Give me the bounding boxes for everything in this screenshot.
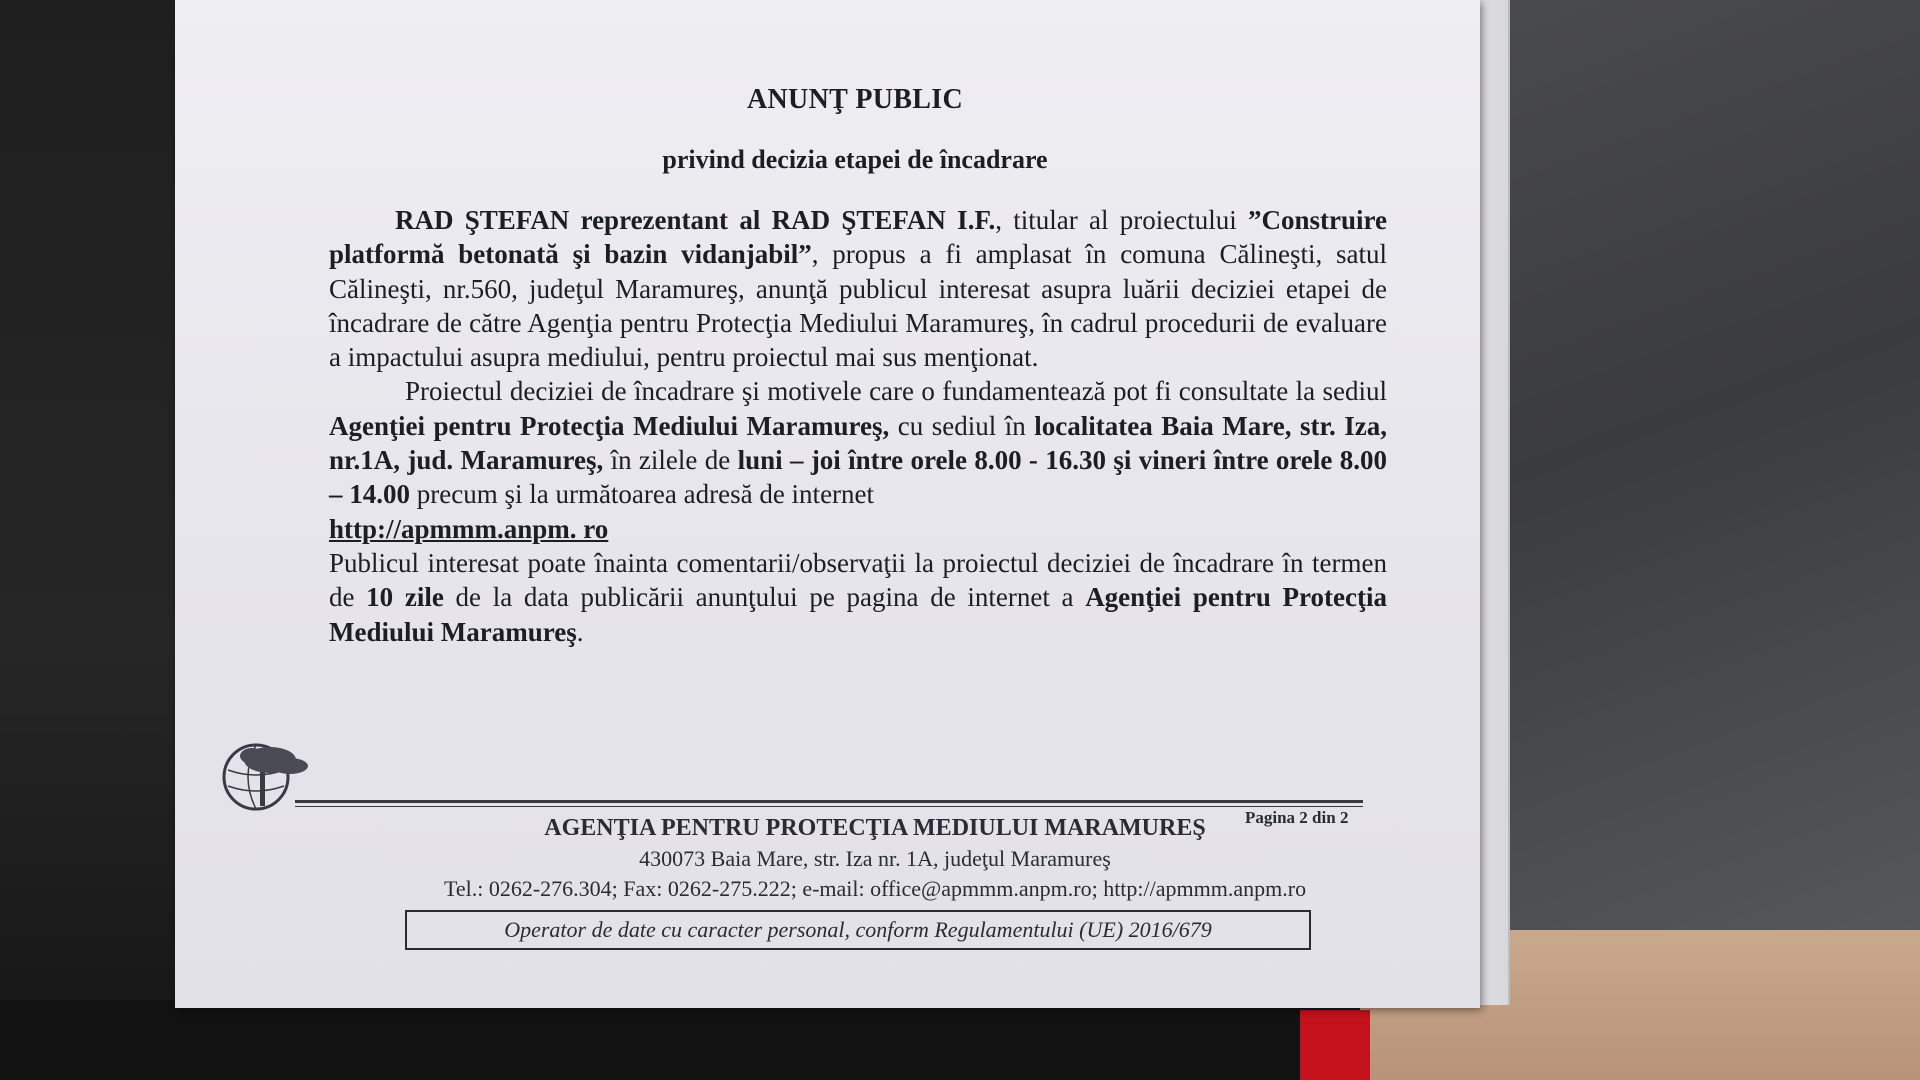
- document-title: ANUNŢ PUBLIC: [747, 84, 963, 115]
- document-page: [175, 0, 1480, 1008]
- project-name: ”Construire platformă betonată şi bazin vidanjabil”: [329, 205, 1387, 270]
- comment-term: 10 zile: [366, 582, 444, 613]
- text-span: de la data publicării anunţului pe pagina de internet a: [443, 582, 1086, 613]
- paragraph-3: [329, 546, 1387, 649]
- text-span: precum şi la următoarea adresă de internet: [410, 479, 875, 510]
- footer-divider: [295, 800, 1363, 803]
- gdpr-notice: Operator de date cu caracter personal, conform Regulamentului (UE) 2016/679: [405, 910, 1311, 950]
- footer-divider-thin: [295, 806, 1363, 807]
- agency-reference: Agenţiei pentru Protecţia Mediului Maramureş: [329, 582, 1387, 647]
- agency-location: localitatea Baia Mare, str. Iza, nr.1A, jud. Maramureş,: [329, 410, 1387, 476]
- footer-agency-name: AGENŢIA PENTRU PROTECŢIA MEDIULUI MARAMUREŞ: [544, 815, 1206, 841]
- text-span: în zilele de: [603, 445, 738, 476]
- page-number: Pagina 2 din 2: [1245, 808, 1349, 827]
- text-span: [760, 205, 771, 235]
- footer-address: 430073 Baia Mare, str. Iza nr. 1A, judeţul Maramureş: [639, 846, 1111, 871]
- agency-reference: Agenţiei pentru Protecţia Mediului Maramureş,: [329, 410, 890, 441]
- text-span: .: [576, 616, 584, 647]
- text-span: cu sediul în: [889, 410, 1035, 441]
- text-span: Proiectul deciziei de încadrare şi motivele care o fundamentează pot fi consultate la sediul: [405, 376, 1387, 407]
- text-span: [569, 205, 580, 235]
- document-body: [329, 203, 1387, 649]
- agency-website-link[interactable]: http://apmmm.anpm. ro: [329, 513, 609, 544]
- text-span: , titular al proiectului: [995, 205, 1248, 235]
- company-name: RAD ŞTEFAN I.F.: [771, 205, 996, 235]
- background-right: [1470, 0, 1920, 930]
- text-span: Publicul interesat poate înainta comentarii/observaţii la proiectul deciziei de încadrare în termen de: [329, 547, 1387, 613]
- applicant-name: RAD ŞTEFAN: [395, 205, 570, 235]
- text-span: , propus a fi amplasat în comuna Călineşti, satul Călineşti, nr.560, judeţul Maramureş, anunţă publicul interesat asupra luării deciziei etapei de încadrare de către Agenţia pentru Protecţia Mediului Maramureş, în cadrul procedurii de evaluare a impactului asupra mediului, pentru proiectul mai sus menţionat.: [329, 239, 1387, 373]
- red-object: [1300, 1010, 1370, 1080]
- paragraph-2: [329, 374, 1387, 511]
- office-schedule: luni – joi între orele 8.00 - 16.30 şi vineri între orele 8.00 – 14.00: [329, 445, 1387, 510]
- link-line: [329, 512, 1387, 546]
- representative-label: reprezentant al: [580, 205, 761, 235]
- document-subtitle: privind decizia etapei de încadrare: [662, 145, 1048, 174]
- footer-contact: Tel.: 0262-276.304; Fax: 0262-275.222; e-mail: office@apmmm.anpm.ro; http://apmmm.anpm.ro: [443, 876, 1307, 901]
- paragraph-1: [329, 203, 1387, 374]
- background-bottom: [0, 1000, 1300, 1080]
